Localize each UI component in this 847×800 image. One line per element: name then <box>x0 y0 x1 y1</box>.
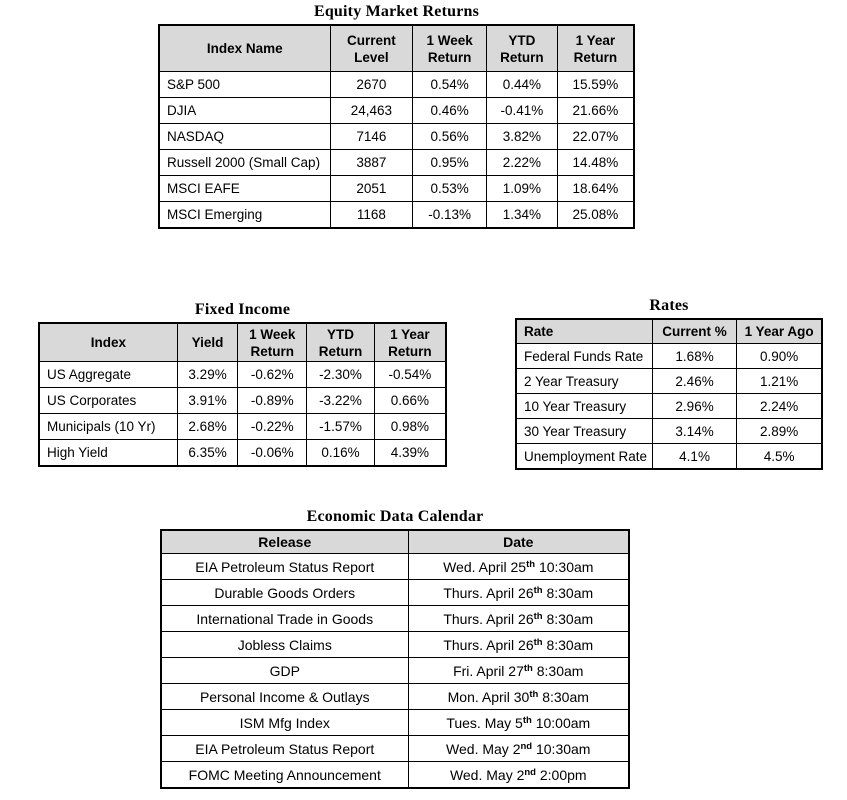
ordinal-superscript: th <box>529 688 539 700</box>
table-row <box>39 440 446 467</box>
table-row <box>161 736 629 762</box>
release-cell: International Trade in Goods <box>161 606 408 632</box>
value-cell: 24,463 <box>330 98 413 124</box>
table-row <box>39 388 446 414</box>
release-cell: Jobless Claims <box>161 632 408 658</box>
release-cell: GDP <box>161 658 408 684</box>
fixed-header-year-return: 1 Year Return <box>374 323 446 362</box>
calendar-header-date: Date <box>408 530 629 554</box>
value-cell: -0.62% <box>238 362 307 388</box>
ordinal-superscript: th <box>526 558 536 570</box>
table-row <box>516 369 822 394</box>
value-cell: 4.1% <box>652 444 736 470</box>
calendar-header-release: Release <box>161 530 408 554</box>
value-cell: 18.64% <box>557 176 634 202</box>
release-cell: EIA Petroleum Status Report <box>161 736 408 762</box>
index-name-cell: Russell 2000 (Small Cap) <box>159 150 330 176</box>
value-cell: 3.29% <box>177 362 238 388</box>
value-cell: 2051 <box>330 176 413 202</box>
ordinal-superscript: th <box>522 714 532 726</box>
value-cell: 3887 <box>330 150 413 176</box>
table-row <box>516 444 822 470</box>
value-cell: 0.95% <box>413 150 487 176</box>
equity-header-week-return: 1 Week Return <box>413 25 487 72</box>
value-cell: 0.54% <box>413 72 487 98</box>
table-row <box>159 98 634 124</box>
rate-name-cell: 2 Year Treasury <box>516 369 652 394</box>
value-cell: 3.82% <box>486 124 557 150</box>
ordinal-superscript: nd <box>524 766 536 778</box>
value-cell: 3.91% <box>177 388 238 414</box>
value-cell: 0.66% <box>374 388 446 414</box>
value-cell: -0.22% <box>238 414 307 440</box>
release-cell: FOMC Meeting Announcement <box>161 762 408 789</box>
value-cell: 2.46% <box>652 369 736 394</box>
ordinal-superscript: th <box>523 662 533 674</box>
rate-name-cell: 10 Year Treasury <box>516 394 652 419</box>
ordinal-superscript: th <box>533 636 543 648</box>
table-row <box>516 394 822 419</box>
value-cell: 1.34% <box>486 202 557 229</box>
table-row <box>161 684 629 710</box>
rates-table <box>515 318 823 470</box>
value-cell: 14.48% <box>557 150 634 176</box>
equity-header-ytd-return: YTD Return <box>486 25 557 72</box>
equity-header-row <box>159 25 634 72</box>
date-cell: Thurs. April 26th 8:30am <box>408 632 629 658</box>
fixed-header-ytd-return: YTD Return <box>307 323 375 362</box>
rate-name-cell: Unemployment Rate <box>516 444 652 470</box>
rates-header-year-ago: 1 Year Ago <box>737 319 822 344</box>
value-cell: 4.5% <box>737 444 822 470</box>
rates-header-current: Current % <box>652 319 736 344</box>
date-cell: Mon. April 30th 8:30am <box>408 684 629 710</box>
equity-header-year-return: 1 Year Return <box>557 25 634 72</box>
index-name-cell: High Yield <box>39 440 177 467</box>
equity-header-current-level: Current Level <box>330 25 413 72</box>
table-row <box>159 124 634 150</box>
value-cell: -3.22% <box>307 388 375 414</box>
value-cell: -2.30% <box>307 362 375 388</box>
value-cell: -0.41% <box>486 98 557 124</box>
table-row <box>516 344 822 369</box>
date-cell: Wed. April 25th 10:30am <box>408 554 629 580</box>
fixed-header-index: Index <box>39 323 177 362</box>
table-row <box>161 580 629 606</box>
rate-name-cell: 30 Year Treasury <box>516 419 652 444</box>
date-cell: Thurs. April 26th 8:30am <box>408 606 629 632</box>
value-cell: 0.53% <box>413 176 487 202</box>
equity-header-index-name: Index Name <box>159 25 330 72</box>
date-cell: Thurs. April 26th 8:30am <box>408 580 629 606</box>
ordinal-superscript: th <box>533 610 543 622</box>
value-cell: 0.98% <box>374 414 446 440</box>
value-cell: 2.22% <box>486 150 557 176</box>
table-row <box>161 658 629 684</box>
table-row <box>159 176 634 202</box>
release-cell: ISM Mfg Index <box>161 710 408 736</box>
value-cell: 2.24% <box>737 394 822 419</box>
index-name-cell: Municipals (10 Yr) <box>39 414 177 440</box>
value-cell: 21.66% <box>557 98 634 124</box>
value-cell: 6.35% <box>177 440 238 467</box>
table-row <box>159 150 634 176</box>
value-cell: -0.54% <box>374 362 446 388</box>
ordinal-superscript: th <box>533 584 543 596</box>
ordinal-superscript: nd <box>520 740 533 752</box>
equity-table <box>158 24 635 229</box>
value-cell: 1.21% <box>737 369 822 394</box>
rates-section <box>515 297 823 470</box>
value-cell: 0.90% <box>737 344 822 369</box>
table-row <box>516 419 822 444</box>
value-cell: 1.68% <box>652 344 736 369</box>
table-row <box>39 362 446 388</box>
table-row <box>159 72 634 98</box>
release-cell: Durable Goods Orders <box>161 580 408 606</box>
table-row <box>161 632 629 658</box>
date-cell: Fri. April 27th 8:30am <box>408 658 629 684</box>
calendar-header-row <box>161 530 629 554</box>
index-name-cell: MSCI Emerging <box>159 202 330 229</box>
release-cell: EIA Petroleum Status Report <box>161 554 408 580</box>
value-cell: 2670 <box>330 72 413 98</box>
date-cell: Tues. May 5th 10:00am <box>408 710 629 736</box>
rate-name-cell: Federal Funds Rate <box>516 344 652 369</box>
date-cell: Wed. May 2nd 2:00pm <box>408 762 629 789</box>
value-cell: 15.59% <box>557 72 634 98</box>
value-cell: 4.39% <box>374 440 446 467</box>
table-row <box>39 414 446 440</box>
value-cell: 7146 <box>330 124 413 150</box>
value-cell: -0.13% <box>413 202 487 229</box>
index-name-cell: S&P 500 <box>159 72 330 98</box>
table-row <box>159 202 634 229</box>
release-cell: Personal Income & Outlays <box>161 684 408 710</box>
rates-title: Rates <box>649 297 689 314</box>
index-name-cell: DJIA <box>159 98 330 124</box>
equity-title: Equity Market Returns <box>313 3 480 20</box>
value-cell: 2.96% <box>652 394 736 419</box>
value-cell: 0.56% <box>413 124 487 150</box>
rates-header-rate: Rate <box>516 319 652 344</box>
table-row <box>161 606 629 632</box>
value-cell: 2.89% <box>737 419 822 444</box>
value-cell: 0.16% <box>307 440 375 467</box>
value-cell: 22.07% <box>557 124 634 150</box>
calendar-section <box>160 508 630 789</box>
fixed-header-week-return: 1 Week Return <box>238 323 307 362</box>
index-name-cell: US Aggregate <box>39 362 177 388</box>
value-cell: 0.46% <box>413 98 487 124</box>
date-cell: Wed. May 2nd 10:30am <box>408 736 629 762</box>
value-cell: 3.14% <box>652 419 736 444</box>
value-cell: 25.08% <box>557 202 634 229</box>
fixed-header-yield: Yield <box>177 323 238 362</box>
rates-header-row <box>516 319 822 344</box>
index-name-cell: MSCI EAFE <box>159 176 330 202</box>
fixed-income-table <box>38 322 447 467</box>
index-name-cell: US Corporates <box>39 388 177 414</box>
value-cell: 0.44% <box>486 72 557 98</box>
fixed-income-header-row <box>39 323 446 362</box>
equity-section <box>158 3 635 229</box>
fixed-income-title: Fixed Income <box>194 301 291 318</box>
calendar-title: Economic Data Calendar <box>306 508 484 525</box>
value-cell: 2.68% <box>177 414 238 440</box>
table-row <box>161 554 629 580</box>
calendar-table <box>160 529 630 789</box>
value-cell: 1168 <box>330 202 413 229</box>
table-row <box>161 762 629 789</box>
index-name-cell: NASDAQ <box>159 124 330 150</box>
value-cell: 1.09% <box>486 176 557 202</box>
value-cell: -0.06% <box>238 440 307 467</box>
value-cell: -1.57% <box>307 414 375 440</box>
fixed-income-section <box>38 301 447 467</box>
table-row <box>161 710 629 736</box>
value-cell: -0.89% <box>238 388 307 414</box>
